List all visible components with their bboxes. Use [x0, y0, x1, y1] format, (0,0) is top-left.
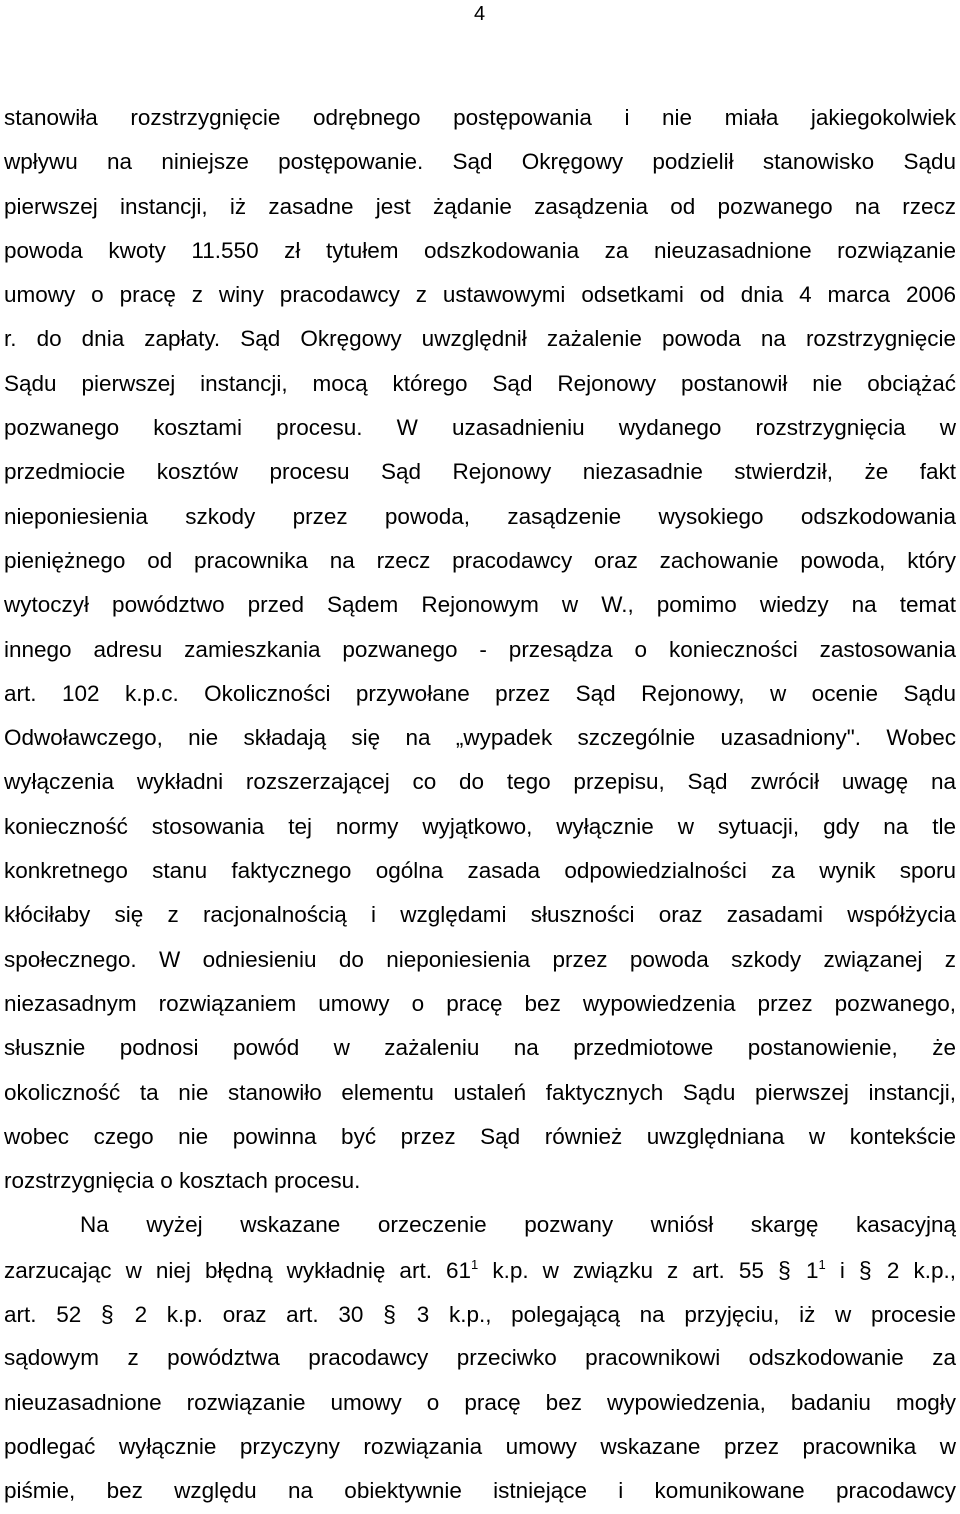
- text-run: 1: [791, 1257, 819, 1283]
- text-line: słusznie podnosi powód w zażaleniu na przedmiotowe postanowienie, że: [4, 1035, 956, 1061]
- text-line: [4, 1248, 956, 1292]
- text-line: powoda kwoty 11.550 zł tytułem odszkodowania za nieuzasadnione rozwiązanie: [4, 237, 956, 263]
- text-line: podlegać wyłącznie przyczyny rozwiązania umowy wskazane przez pracownika w: [4, 1433, 956, 1459]
- page-number: 4: [474, 3, 486, 25]
- paragraph-start-line: Na wyżej wskazane orzeczenie pozwany wniósł skargę kasacyjną: [80, 1212, 956, 1238]
- text-line: innego adresu zamieszkania pozwanego - przesądza o konieczności zastosowania: [4, 636, 956, 662]
- text-line: Odwoławczego, nie składają się na „wypadek szczególnie uzasadniony". Wobec: [4, 725, 956, 751]
- text-line: umowy o pracę z winy pracodawcy z ustawowymi odsetkami od dnia 4 marca 2006: [4, 282, 956, 308]
- superscript: 1: [471, 1256, 479, 1272]
- text-line: przedmiocie kosztów procesu Sąd Rejonowy niezasadnie stwierdził, że fakt: [4, 459, 956, 485]
- section-sign: §: [383, 1301, 396, 1328]
- text-line: sądowym z powództwa pracodawcy przeciwko pracownikowi odszkodowanie za: [4, 1345, 956, 1371]
- text-line: wytoczył powództwo przed Sądem Rejonowym w W., pomimo wiedzy na temat: [4, 592, 956, 618]
- document-body: [4, 96, 956, 1514]
- text-run: i: [825, 1257, 859, 1283]
- text-line: piśmie, bez względu na obiektywnie istniejące i komunikowane pracodawcy: [4, 1478, 956, 1504]
- text-line: nieponiesienia szkody przez powoda, zasądzenie wysokiego odszkodowania: [4, 503, 956, 529]
- text-line: pieniężnego od pracownika na rzecz pracodawcy oraz zachowanie powoda, który: [4, 547, 956, 573]
- section-sign: §: [858, 1256, 872, 1283]
- text-run: 2 k.p.,: [872, 1257, 957, 1283]
- section-sign: §: [777, 1256, 791, 1283]
- text-line: pozwanego kosztami procesu. W uzasadnieniu wydanego rozstrzygnięcia w: [4, 415, 956, 441]
- text-line: konieczność stosowania tej normy wyjątkowo, wyłącznie w sytuacji, gdy na tle: [4, 813, 956, 839]
- text-line: Sądu pierwszej instancji, mocą którego Sąd Rejonowy postanowił nie obciążać: [4, 370, 956, 396]
- text-run: art. 52: [4, 1302, 101, 1328]
- text-run: k.p. w związku z art. 55: [478, 1257, 778, 1283]
- text-run: zarzucając w niej błędną wykładnię art. 61: [4, 1257, 472, 1283]
- text-line: wobec czego nie powinna być przez Sąd również uwzględniana w kontekście: [4, 1123, 956, 1149]
- text-run: 3 k.p., polegającą na przyjęciu, iż w procesie: [397, 1302, 956, 1328]
- text-line: stanowiła rozstrzygnięcie odrębnego postępowania i nie miała jakiegokolwiek: [4, 105, 956, 130]
- text-line: pierwszej instancji, iż zasadne jest żądanie zasądzenia od pozwanego na rzecz: [4, 193, 956, 219]
- superscript: 1: [818, 1256, 826, 1272]
- text-run: 2 k.p. oraz art. 30: [114, 1302, 384, 1328]
- text-line: okoliczność ta nie stanowiło elementu ustaleń faktycznych Sądu pierwszej instancji,: [4, 1079, 956, 1105]
- text-line: konkretnego stanu faktycznego ogólna zasada odpowiedzialności za wynik sporu: [4, 858, 956, 884]
- text-line: nieuzasadnione rozwiązanie umowy o pracę bez wypowiedzenia, badaniu mogły: [4, 1389, 956, 1415]
- text-line: [4, 1292, 956, 1336]
- text-line: kłóciłaby się z racjonalnością i względami słuszności oraz zasadami współżycia: [4, 902, 956, 928]
- section-sign: §: [100, 1301, 114, 1328]
- text-line: r. do dnia zapłaty. Sąd Okręgowy uwzględnił zażalenie powoda na rozstrzygnięcie: [4, 326, 956, 352]
- text-line: art. 102 k.p.c. Okoliczności przywołane przez Sąd Rejonowy, w ocenie Sądu: [4, 680, 956, 706]
- text-line: wpływu na niniejsze postępowanie. Sąd Okręgowy podzielił stanowisko Sądu: [4, 149, 956, 175]
- text-line: wyłączenia wykładni rozszerzającej co do tego przepisu, Sąd zwrócił uwagę na: [4, 769, 956, 795]
- text-line: społecznego. W odniesieniu do nieponiesienia przez powoda szkody związanej z: [4, 946, 956, 972]
- text-line: niezasadnym rozwiązaniem umowy o pracę bez wypowiedzenia przez pozwanego,: [4, 990, 956, 1016]
- paragraph-end-line: rozstrzygnięcia o kosztach procesu.: [4, 1168, 361, 1194]
